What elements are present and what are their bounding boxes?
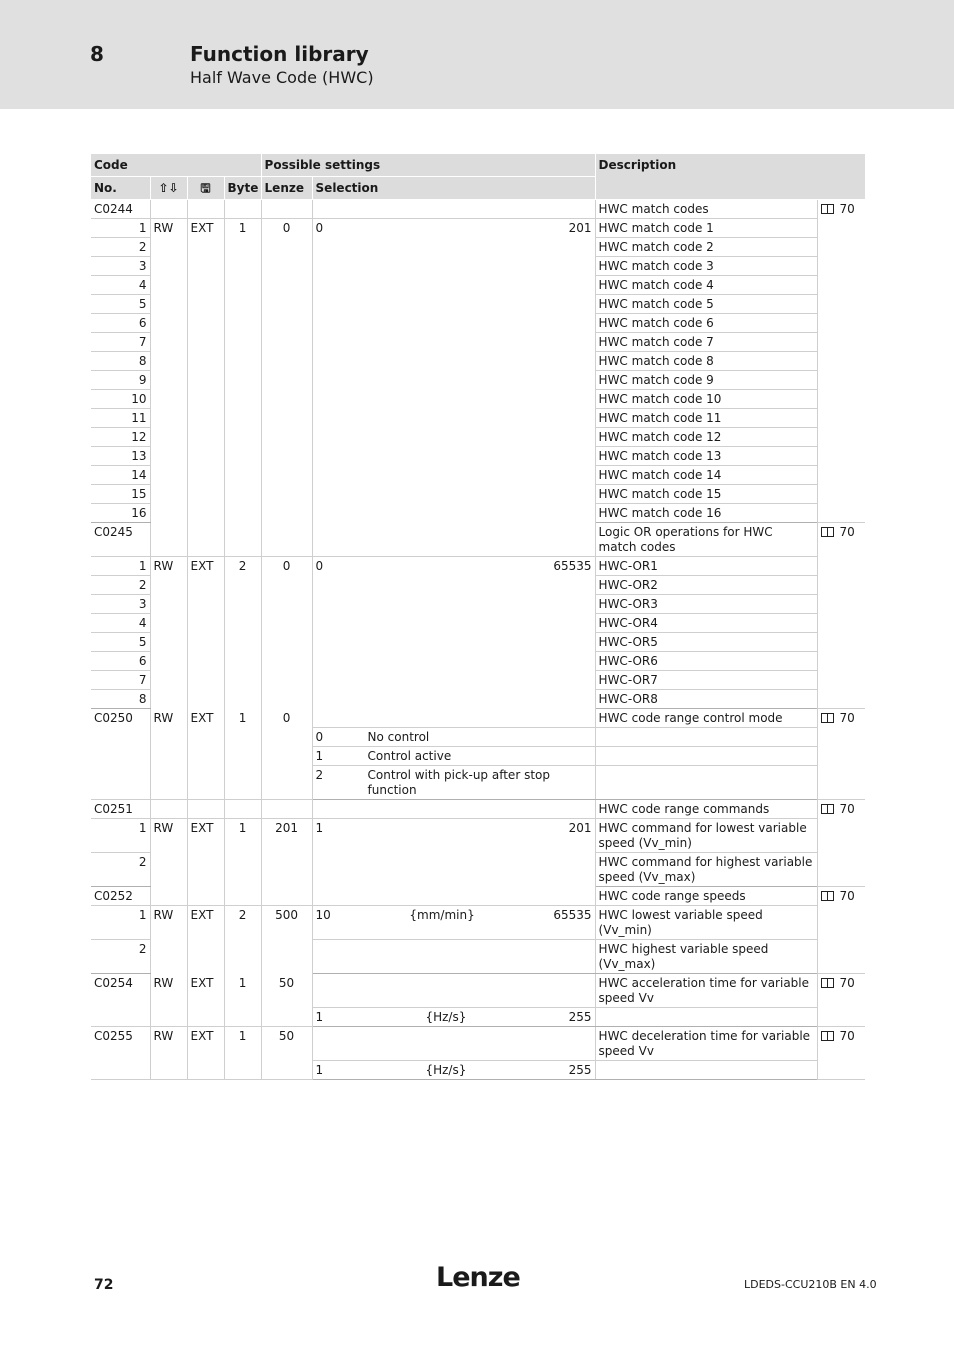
page-reference: 70: [817, 887, 865, 974]
table-row: 5 HWC match code 5: [91, 295, 865, 314]
chapter-subtitle: Half Wave Code (HWC): [190, 68, 374, 87]
col-byte: Byte: [224, 177, 261, 200]
col-lenze: Lenze: [261, 177, 312, 200]
save-icon: 🖫: [187, 177, 224, 200]
table-row: 1 Control active: [91, 747, 865, 766]
table-row: 3 HWC match code 3: [91, 257, 865, 276]
table-row: C0255 RW EXT 1 50 HWC deceleration time for variable speed Vv 70: [91, 1027, 865, 1061]
chapter-number: 8: [90, 42, 104, 66]
code-id: C0251: [91, 800, 150, 819]
table-row: 1 RW EXT 1 0 0 201 HWC match code 1: [91, 219, 865, 238]
book-icon: [821, 204, 834, 214]
page-reference: 70: [817, 709, 865, 800]
code-id: C0255: [91, 1027, 150, 1080]
table-row: 0 No control: [91, 728, 865, 747]
table-row: C0250 RW EXT 1 0 HWC code range control mode 70: [91, 709, 865, 728]
chapter-title: Function library: [190, 42, 369, 66]
page-reference: 70: [817, 1027, 865, 1080]
table-row: 7 HWC match code 7: [91, 333, 865, 352]
table-row: 5 HWC-OR5: [91, 633, 865, 652]
code-id: C0245: [91, 523, 150, 557]
table-row: 8 HWC-OR8: [91, 690, 865, 709]
document-id: LDEDS-CCU210B EN 4.0: [744, 1278, 877, 1291]
table-row: 2 HWC-OR2: [91, 576, 865, 595]
table-row: 4 HWC match code 4: [91, 276, 865, 295]
book-icon: [821, 713, 834, 723]
col-code: Code: [91, 154, 261, 177]
table-row: 6 HWC-OR6: [91, 652, 865, 671]
table-row: [91, 200, 865, 219]
table-row: 14 HWC match code 14: [91, 466, 865, 485]
page-reference: 70: [817, 523, 865, 709]
page-reference: 70: [817, 800, 865, 887]
code-title: HWC deceleration time for variable speed Vv: [595, 1027, 817, 1061]
table-row: 2 HWC highest variable speed (Vv_max): [91, 940, 865, 974]
table-row: 3 HWC-OR3: [91, 595, 865, 614]
code-title: HWC code range control mode: [595, 709, 817, 728]
read-write-arrows-icon: ⇧⇩: [150, 177, 187, 200]
table-row: 11 HWC match code 11: [91, 409, 865, 428]
col-possible-settings: Possible settings: [261, 154, 595, 177]
table-row: 1 RW EXT 1 201 1 201 HWC command for lowest variable speed (Vv_min): [91, 819, 865, 853]
code-id: C0254: [91, 974, 150, 1027]
book-icon: [821, 527, 834, 537]
code-title: HWC match codes: [595, 200, 817, 219]
code-table: [91, 154, 865, 1080]
col-selection: Selection: [312, 177, 595, 200]
table-header-row-1: [91, 154, 865, 177]
code-title: HWC code range commands: [595, 800, 817, 819]
table-row: 1 {Hz/s} 255: [91, 1008, 865, 1027]
code-id: C0244: [91, 200, 150, 219]
table-row: 2 Control with pick-up after stop function: [91, 766, 865, 800]
page-reference: 70: [817, 200, 865, 523]
table-row: 2 HWC match code 2: [91, 238, 865, 257]
col-no: No.: [91, 177, 150, 200]
code-id: C0250: [91, 709, 150, 800]
table-row: 12 HWC match code 12: [91, 428, 865, 447]
table-row: 8 HWC match code 8: [91, 352, 865, 371]
table-row: C0254 RW EXT 1 50 HWC acceleration time for variable speed Vv 70: [91, 974, 865, 1008]
table-row: 15 HWC match code 15: [91, 485, 865, 504]
code-title: HWC acceleration time for variable speed Vv: [595, 974, 817, 1008]
table-row: 9 HWC match code 9: [91, 371, 865, 390]
table-row: 10 HWC match code 10: [91, 390, 865, 409]
code-title: HWC code range speeds: [595, 887, 817, 906]
code-id: C0252: [91, 887, 150, 906]
table-row: [91, 523, 865, 557]
table-row: 4 HWC-OR4: [91, 614, 865, 633]
book-icon: [821, 804, 834, 814]
lenze-logo: Lenze: [436, 1262, 520, 1293]
page-number: 72: [94, 1277, 114, 1293]
table-row: [91, 800, 865, 819]
page-reference: 70: [817, 974, 865, 1027]
table-row: 1 RW EXT 2 500 10 {mm/min} 65535 HWC lowest variable speed (Vv_min): [91, 906, 865, 940]
table-row: 1 RW EXT 2 0 0 65535 HWC-OR1: [91, 557, 865, 576]
header-band: [0, 0, 954, 109]
table-row: 13 HWC match code 13: [91, 447, 865, 466]
table-row: 2 HWC command for highest variable speed (Vv_max): [91, 853, 865, 887]
book-icon: [821, 1031, 834, 1041]
table-row: 7 HWC-OR7: [91, 671, 865, 690]
code-title: Logic OR operations for HWC match codes: [595, 523, 817, 557]
col-description: Description: [595, 154, 865, 200]
table-row: 16 HWC match code 16: [91, 504, 865, 523]
book-icon: [821, 978, 834, 988]
table-row: 6 HWC match code 6: [91, 314, 865, 333]
book-icon: [821, 891, 834, 901]
table-row: [91, 887, 865, 906]
table-row: 1 {Hz/s} 255: [91, 1061, 865, 1080]
